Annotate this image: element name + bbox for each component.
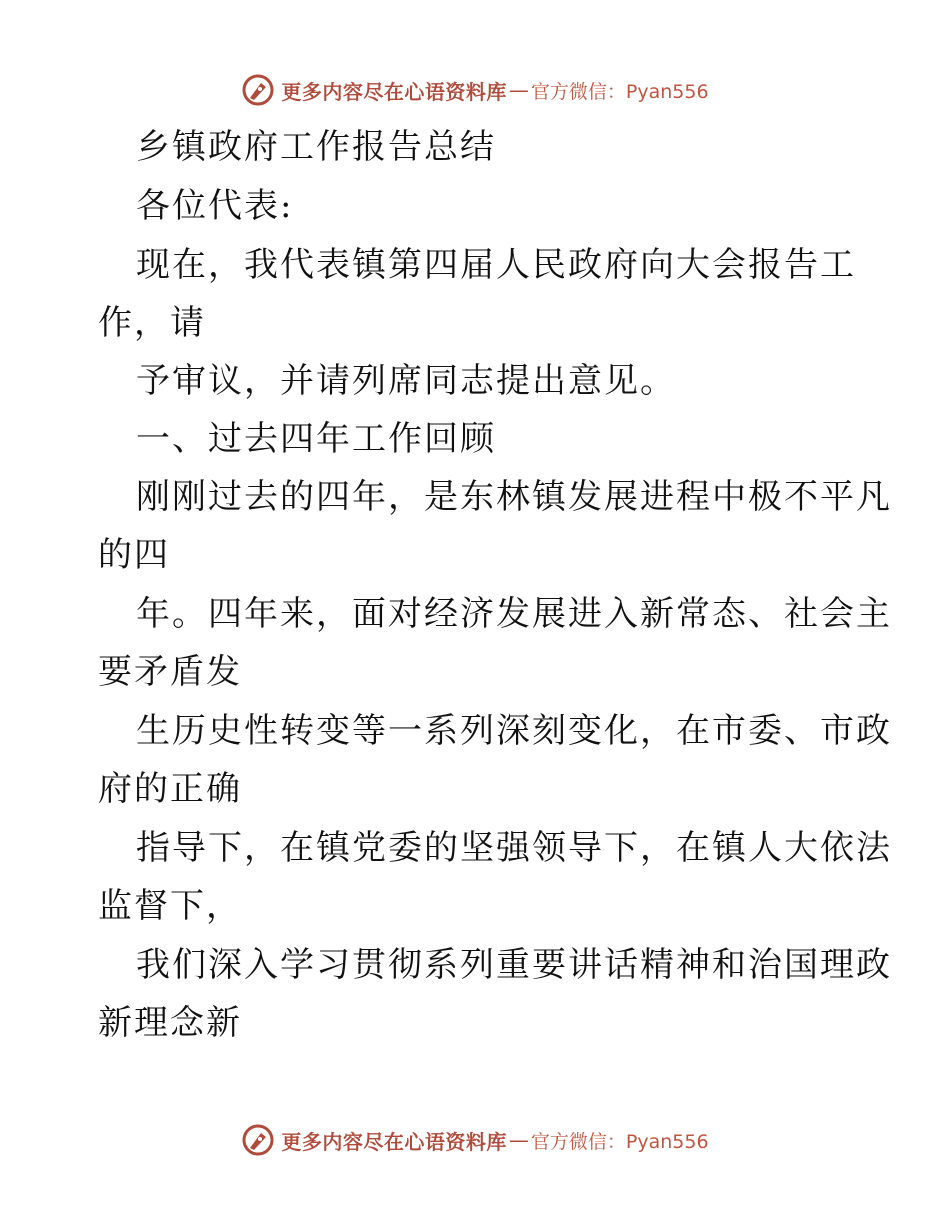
paragraph-line: 生历史性转变等一系列深刻变化，在市委、市政 [136,711,892,751]
paragraph-line: 的四 [98,535,170,575]
paragraph-line: 刚刚过去的四年，是东林镇发展进程中极不平凡 [136,477,892,517]
document-title: 乡镇政府工作报告总结 [136,127,496,167]
paragraph-line: 府的正确 [98,769,242,809]
salutation: 各位代表: [136,186,294,226]
banner-separator: — [508,1128,529,1152]
paragraph-line: 新理念新 [98,1003,242,1043]
header-banner [0,70,950,110]
paragraph-line: 我们深入学习贯彻系列重要讲话精神和治国理政 [136,945,892,985]
paragraph-line: 指导下，在镇党委的坚强领导下，在镇人大依法 [136,828,892,868]
pen-nib-logo-icon [241,73,275,107]
banner-wechat-id: 官方微信：Pyan556 [530,80,709,103]
paragraph-line: 作，请 [98,303,206,343]
banner-wechat-id: 官方微信：Pyan556 [530,1130,709,1153]
pen-nib-logo-icon [241,1123,275,1157]
paragraph-line: 现在，我代表镇第四届人民政府向大会报告工 [136,245,856,285]
paragraph-line: 要矛盾发 [98,652,242,692]
paragraph-line: 监督下， [98,886,242,926]
banner-slogan: 更多内容尽在心语资料库 [281,1129,507,1154]
banner-separator: — [508,78,529,102]
paragraph-line: 予审议，并请列席同志提出意见。 [136,361,676,401]
banner-slogan: 更多内容尽在心语资料库 [281,79,507,104]
paragraph-line: 年。四年来，面对经济发展进入新常态、社会主 [136,594,892,634]
footer-banner [0,1120,950,1160]
section-heading: 一、过去四年工作回顾 [136,419,496,459]
